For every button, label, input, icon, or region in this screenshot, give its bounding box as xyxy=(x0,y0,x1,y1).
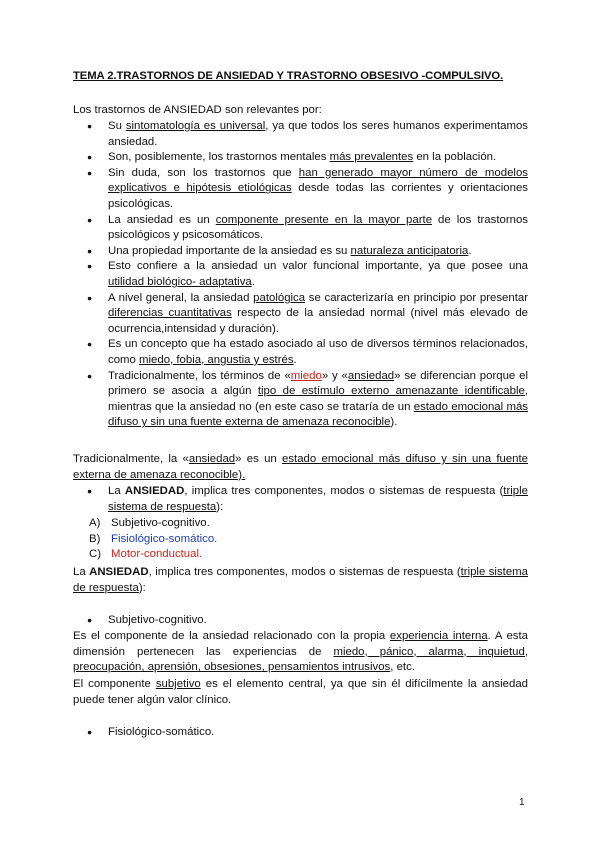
relevance-list xyxy=(73,119,528,431)
list-item: A) Subjetivo-cognitivo. xyxy=(89,517,210,529)
list-item: ● Son, posiblemente, los trastornos mentales más prevalentes en la población. xyxy=(73,150,528,166)
components-list xyxy=(73,516,217,563)
ansiedad-bullet xyxy=(73,484,528,515)
page-number: 1 xyxy=(519,797,525,808)
list-item: ● Su sintomatología es universal, ya que todos los seres humanos experimentamos ansiedad. xyxy=(73,119,528,150)
paragraph-ansiedad: La ANSIEDAD, implica tres componentes, modos o sistemas de respuesta (triple sistema de respuesta): xyxy=(73,566,528,594)
list-item: ● A nivel general, la ansiedad patológica se caracterizaría en principio por presentar diferencias cuantitativas respecto de la ansiedad normal (nivel más elevado de ocurrencia,intensidad y duración). xyxy=(73,291,528,338)
paragraph-central: El componente subjetivo es el elemento central, ya que sin él difícilmente la ansiedad puede tener algún valor clínico. xyxy=(73,678,528,706)
list-item: ● Una propiedad importante de la ansiedad es su naturaleza anticipatoria. xyxy=(73,244,528,260)
list-item: ● Es un concepto que ha estado asociado al uso de diversos términos relacionados, como miedo, fobia, angustia y estrés. xyxy=(73,337,528,368)
paragraph-subjetivo: Es el componente de la ansiedad relacionado con la propia experiencia interna. A esta dimensión pertenecen las experiencias de miedo, pánico, alarma, inquietud, preocupación, aprensión, obsesiones, pensamientos intrusivos, etc. xyxy=(73,630,529,674)
list-item: B) Fisiológico-somático. xyxy=(89,532,218,545)
list-item: ● La ANSIEDAD, implica tres componentes, modos o sistemas de respuesta (triple sistema de respuesta): xyxy=(73,484,528,515)
paragraph-tradicionalmente: Tradicionalmente, la «ansiedad» es un estado emocional más difuso y sin una fuente externa de amenaza reconocible). xyxy=(73,453,528,481)
list-item: ● Esto confiere a la ansiedad un valor funcional importante, ya que posee una utilidad biológico- adaptativa. xyxy=(73,259,528,290)
list-item: ● Sin duda, son los trastornos que han generado mayor número de modelos explicativos e hipótesis etiológicas desde todas las corrientes y orientaciones psicológicas. xyxy=(73,166,528,213)
subjetivo-heading xyxy=(73,613,528,629)
document-title: TEMA 2.TRASTORNOS DE ANSIEDAD Y TRASTORNO OBSESIVO -COMPULSIVO. xyxy=(73,70,504,82)
list-item: C) Motor-conductual. xyxy=(89,548,203,561)
list-item: ● La ansiedad es un componente presente en la mayor parte de los trastornos psicológicos y psicosomáticos. xyxy=(73,213,528,244)
intro-text: Los trastornos de ANSIEDAD son relevantes por: xyxy=(73,104,322,116)
list-item: ● Tradicionalmente, los términos de «miedo» y «ansiedad» se diferencian porque el primero se asocia a algún tipo de estímulo externo amenazante identificable, mientras que la ansiedad no (en este caso se trataría de un estado emocional más difuso y sin una fuente externa de amenaza reconocible). xyxy=(73,369,528,431)
list-item: ● Fisiológico-somático. xyxy=(73,725,528,741)
fisiologico-heading xyxy=(73,725,528,741)
list-item: ● Subjetivo-cognitivo. xyxy=(73,613,528,629)
